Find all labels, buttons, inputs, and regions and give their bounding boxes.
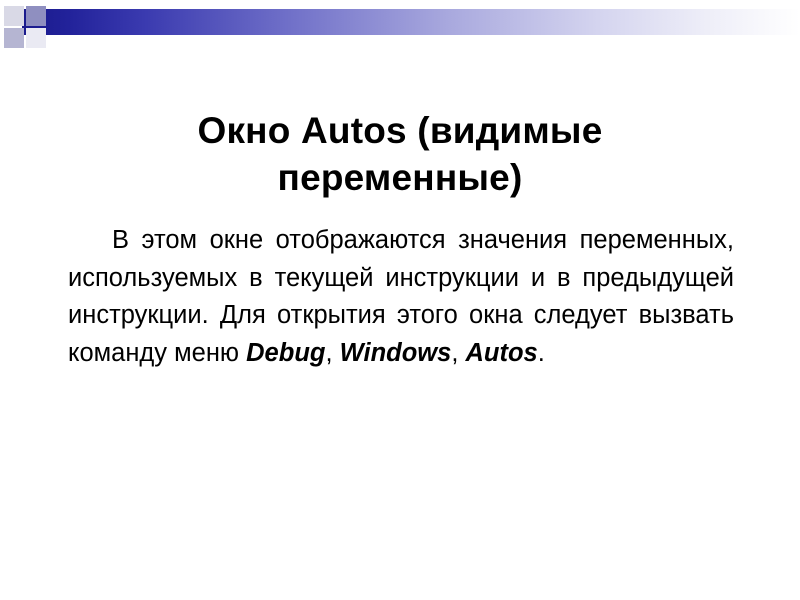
body-period: . [537,339,545,368]
keyword-debug: Debug [246,339,326,368]
decor-square-1 [4,6,24,26]
separator-1: , [325,339,340,368]
slide-body [68,222,734,373]
body-paragraph-text: В этом окне отображаются значения переменных, используемых в текущей инструкции и в предыдущей инструкции. Для открытия этого окна следует вызвать команду меню [68,226,734,368]
decor-square-4 [26,28,46,48]
header-decoration [0,0,800,52]
slide-title: Окно Autos (видимые переменные) [197,109,603,199]
gradient-bar [22,9,800,35]
separator-2: , [451,339,466,368]
keyword-windows: Windows [339,339,452,368]
decor-square-2 [26,6,46,26]
keyword-autos: Autos [465,339,538,368]
decor-square-3 [4,28,24,48]
